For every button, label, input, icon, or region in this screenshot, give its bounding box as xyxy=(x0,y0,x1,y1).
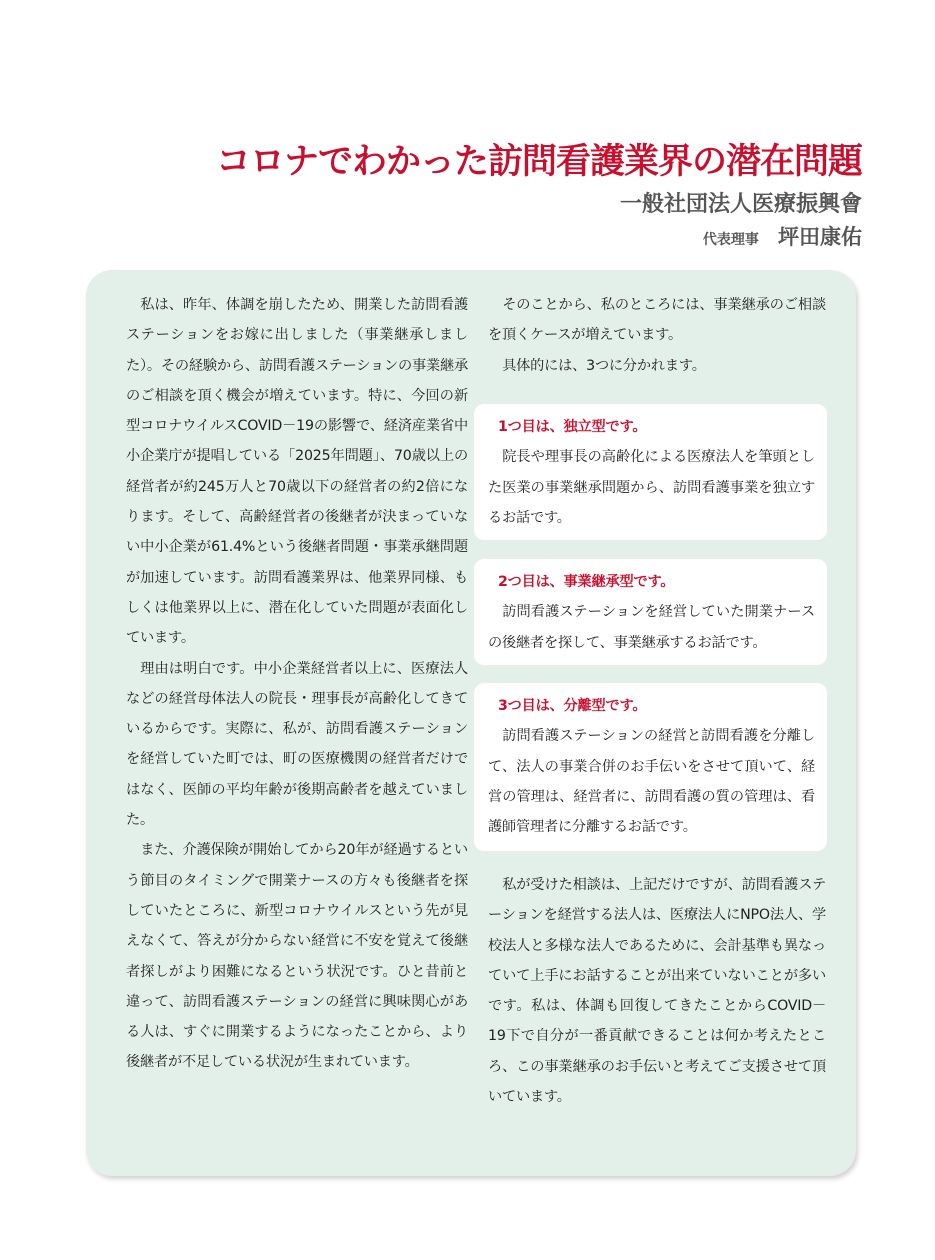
type-box-succession xyxy=(474,559,827,665)
paragraph: そのことから、私のところには、事業継承のご相談を頂くケースが増えています。 xyxy=(488,297,826,344)
article-header xyxy=(120,138,862,255)
type-heading: 2つ目は、事業継承型です。 xyxy=(497,574,675,590)
organization-name: 一般社団法人医療振興會 xyxy=(619,192,862,217)
paragraph: 私は、昨年、体調を崩したため、開業した訪問看護ステーションをお嫁に出しました（事業継承しました）。その経験から、訪問看護ステーションの事業継承のご相談を頂く機会が増えています。特に、今回の新型コロナウイルスCOVID－19の影響で、経済産業省中小企業庁が提唱している「2025年問題」、70歳以上の経営者が約245万人と70歳以下の経営者の約2倍になります。そして、高齢経営者の後継者が決まっていない中小企業が61.4%という後継者問題・事業承継問題が加速しています。訪問看護業界は、他業界同様、もしくは他業界以上に、潜在化していた問題が表面化しています。 xyxy=(126,297,468,647)
type-body: 訪問看護ステーションを経営していた開業ナースの後継者を探して、事業継承するお話です。 xyxy=(488,604,815,651)
type-heading: 1つ目は、独立型です。 xyxy=(497,419,647,435)
paragraph: また、介護保険が開始してから20年が経過するという節目のタイミングで開業ナースの方々も後継者を探していたところに、新型コロナウイルスという先が見えなくて、答えが分からない経営に不安を覚えて後継者探しがより困難になるという状況です。ひと昔前と違って、訪問看護ステーションの経営に興味関心がある人は、すぐに開業するようになったことから、より後継者が不足している状況が生まれています。 xyxy=(126,842,468,1071)
author-line xyxy=(120,222,862,255)
type-box-independent xyxy=(474,404,827,540)
author-name: 坪田康佑 xyxy=(778,225,862,249)
type-heading: 3つ目は、分離型です。 xyxy=(497,698,647,714)
type-box-separation xyxy=(474,683,827,851)
right-column-closing xyxy=(488,870,826,1112)
paragraph: 私が受けた相談は、上記だけですが、訪問看護ステーションを経営する法人は、医療法人にNPO法人、学校法人と多様な法人であるために、会計基準も異なっていて上手にお話することが出来ていないことが多いです。私は、体調も回復してきたことからCOVID－19下で自分が一番貢献できることは何か考えたところ、この事業継承のお手伝いと考えてご支援させて頂いています。 xyxy=(488,877,826,1106)
paragraph: 具体的には、3つに分かれます。 xyxy=(502,357,706,374)
paragraph: 理由は明白です。中小企業経営者以上に、医療法人などの経営母体法人の院長・理事長が高齢化してきているからです。実際に、私が、訪問看護ステーションを経営していた町では、町の医療機関の経営者だけではなく、医師の平均年齢が後期高齢者を越えていました。 xyxy=(126,660,468,829)
article-body-card xyxy=(86,270,856,1176)
type-body: 院長や理事長の高齢化による医療法人を筆頭とした医業の事業継承問題から、訪問看護事業を独立するお話です。 xyxy=(488,449,815,526)
left-column xyxy=(126,290,468,1078)
type-body: 訪問看護ステーションの経営と訪問看護を分離して、法人の事業合併のお手伝いをさせて頂いて、経営の管理は、経営者に、訪問看護の質の管理は、看護師管理者に分離するお話です。 xyxy=(488,728,815,836)
article-title: コロナでわかった訪問看護業界の潜在問題 xyxy=(215,142,862,182)
author-role: 代表理事 xyxy=(702,232,759,248)
right-column-intro xyxy=(488,290,826,381)
